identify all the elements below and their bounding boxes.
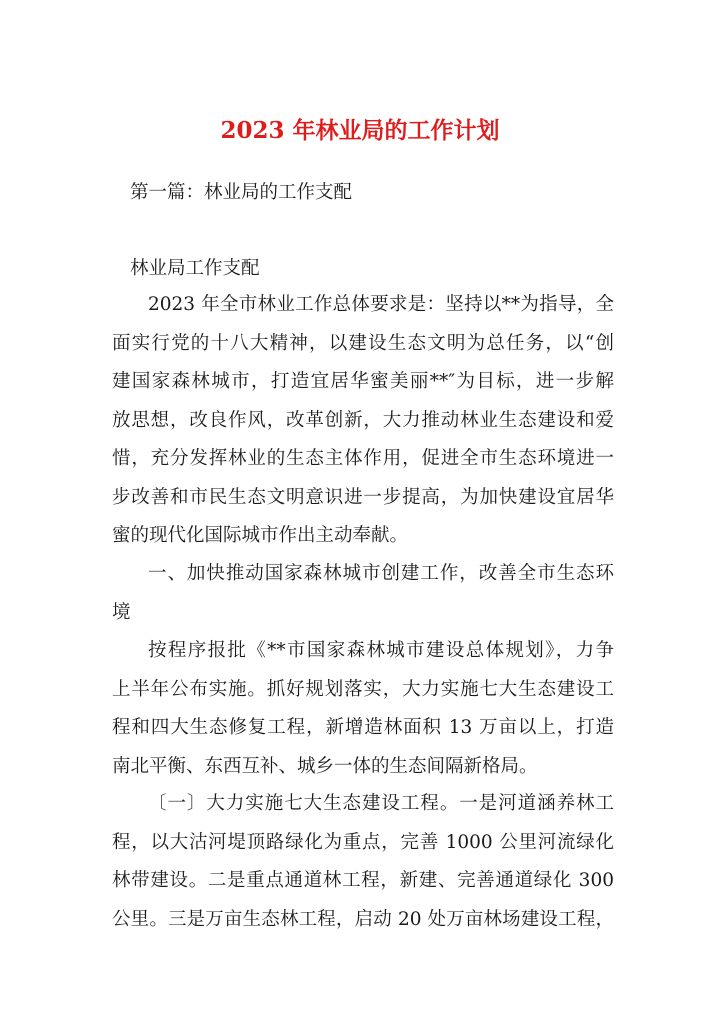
paragraph-section-one-heading [112, 555, 614, 632]
paragraph-seven-projects [112, 785, 614, 939]
paragraph-line: 南北平衡、东西互补、城乡一体的生态间隔新格局。 [112, 755, 538, 777]
paragraph-general-requirements [112, 286, 614, 556]
paragraph-line: 面实行党的十八大精神，以建设生态文明为总任务，以“创 [112, 332, 614, 354]
paragraph-line: 〔一〕大力实施七大生态建设工程。一是河道涵养林工 [148, 793, 614, 814]
paragraph-forest-city-plan [112, 632, 614, 786]
paragraph-line: 公里。三是万亩生态林工程，启动 20 处万亩林场建设工程， [112, 908, 614, 930]
paragraph-line: 步改善和市民生态文明意识进一步提高，为加快建设宜居华 [112, 486, 614, 508]
paragraph-line: 程，以大沽河堤顶路绿化为重点，完善 1000 公里河流绿化 [112, 831, 614, 853]
paragraph-line: 一、加快推动国家森林城市创建工作，改善全市生态环 [148, 563, 614, 584]
paragraph-line: 林带建设。二是重点通道林工程，新建、完善通道绿化 300 [112, 870, 614, 891]
paragraph-line: 上半年公布实施。抓好规划落实，大力实施七大生态建设工 [112, 678, 614, 700]
paragraph-line: 放思想，改良作风，改革创新，大力推动林业生态建设和爱 [112, 409, 614, 431]
paragraph-line: 2023 年全市林业工作总体要求是：坚持以**为指导，全 [148, 294, 614, 315]
document-title: 2023 年林业局的工作计划 [220, 117, 500, 144]
paragraph-line: 程和四大生态修复工程，新增造林面积 13 万亩以上，打造 [112, 717, 614, 738]
paragraph-line: 按程序报批《**市国家森林城市建设总体规划》，力争 [148, 640, 614, 661]
paragraph-line: 境 [112, 601, 131, 623]
paragraph-line: 惜，充分发挥林业的生态主体作用，促进全市生态环境进一 [112, 448, 614, 469]
paragraph-line: 蜜的现代化国际城市作出主动奉献。 [112, 525, 409, 546]
section-heading: 林业局工作支配 [130, 258, 260, 279]
paragraph-line: 建国家森林城市，打造宜居华蜜美丽**″为目标，进一步解 [112, 371, 614, 392]
chapter-heading: 第一篇：林业局的工作支配 [130, 182, 353, 203]
